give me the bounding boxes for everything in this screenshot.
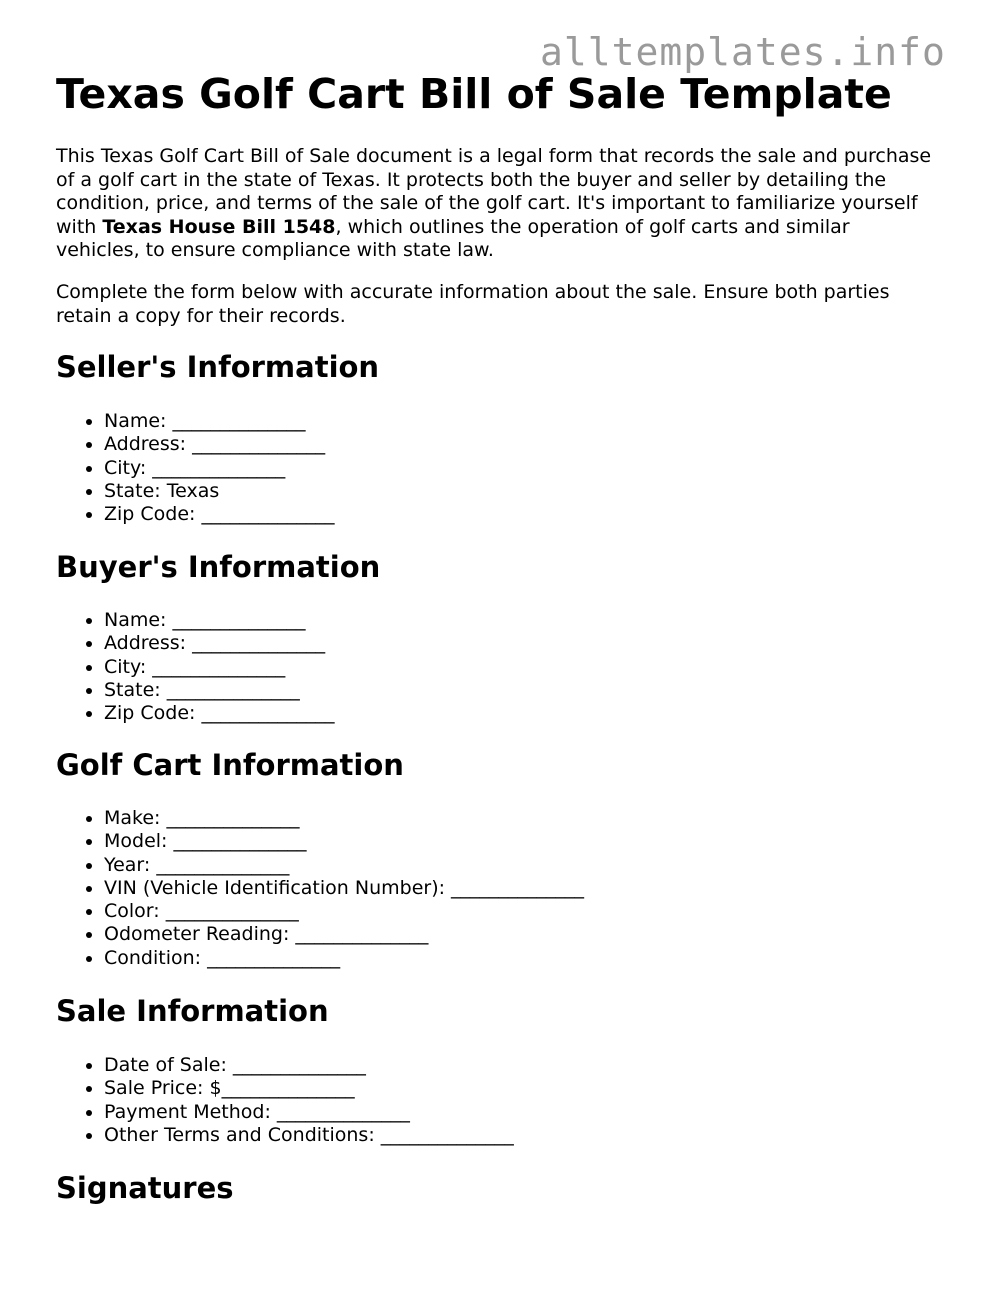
list-item: • City: ______________ bbox=[104, 656, 334, 679]
list-item: • Color: ______________ bbox=[104, 900, 584, 923]
intro-text-before: This Texas Golf Cart Bill of Sale document is a legal form that records the sale and purchase of a golf cart in the state of Texas. It protects both the buyer and seller by detailing the condition, price, and terms of the sale of the golf cart. It's important to familiarize yourself with bbox=[56, 145, 932, 238]
list-item: • Zip Code: ______________ bbox=[104, 702, 334, 725]
golf-cart-heading: Golf Cart Information bbox=[56, 748, 404, 782]
list-item: • Name: ______________ bbox=[104, 410, 334, 433]
list-item: • State: Texas bbox=[104, 480, 334, 503]
list-item: • Make: ______________ bbox=[104, 807, 584, 830]
buyer-list bbox=[56, 609, 334, 725]
list-item: • Date of Sale: ______________ bbox=[104, 1054, 514, 1077]
list-item: • Model: ______________ bbox=[104, 830, 584, 853]
list-item: • Zip Code: ______________ bbox=[104, 503, 334, 526]
page-title: Texas Golf Cart Bill of Sale Template bbox=[56, 70, 892, 118]
list-item: • City: ______________ bbox=[104, 457, 334, 480]
instructions-paragraph: Complete the form below with accurate information about the sale. Ensure both parties retain a copy for their records. bbox=[56, 281, 890, 327]
list-item: • Odometer Reading: ______________ bbox=[104, 923, 584, 946]
list-item: • Other Terms and Conditions: ______________ bbox=[104, 1124, 514, 1147]
golf-cart-list bbox=[56, 807, 584, 970]
buyer-heading: Buyer's Information bbox=[56, 550, 381, 584]
signatures-heading: Signatures bbox=[56, 1171, 234, 1205]
list-item: • Payment Method: ______________ bbox=[104, 1101, 514, 1124]
list-item: • Condition: ______________ bbox=[104, 947, 584, 970]
intro-bold-bill: Texas House Bill 1548 bbox=[102, 215, 336, 238]
sale-heading: Sale Information bbox=[56, 994, 329, 1028]
seller-heading: Seller's Information bbox=[56, 350, 380, 384]
intro-paragraph bbox=[56, 145, 936, 263]
sale-list bbox=[56, 1054, 514, 1147]
list-item: • Address: ______________ bbox=[104, 632, 334, 655]
seller-list bbox=[56, 410, 334, 526]
list-item: • Address: ______________ bbox=[104, 433, 334, 456]
list-item: • Year: ______________ bbox=[104, 854, 584, 877]
intro-text-after: , which outlines the operation of golf carts and similar vehicles, to ensure compliance with state law. bbox=[56, 215, 850, 261]
list-item: • VIN (Vehicle Identification Number): ______________ bbox=[104, 877, 584, 900]
list-item: • State: ______________ bbox=[104, 679, 334, 702]
list-item: • Name: ______________ bbox=[104, 609, 334, 632]
list-item: • Sale Price: $______________ bbox=[104, 1077, 514, 1100]
watermark: alltemplates.info bbox=[540, 30, 946, 74]
